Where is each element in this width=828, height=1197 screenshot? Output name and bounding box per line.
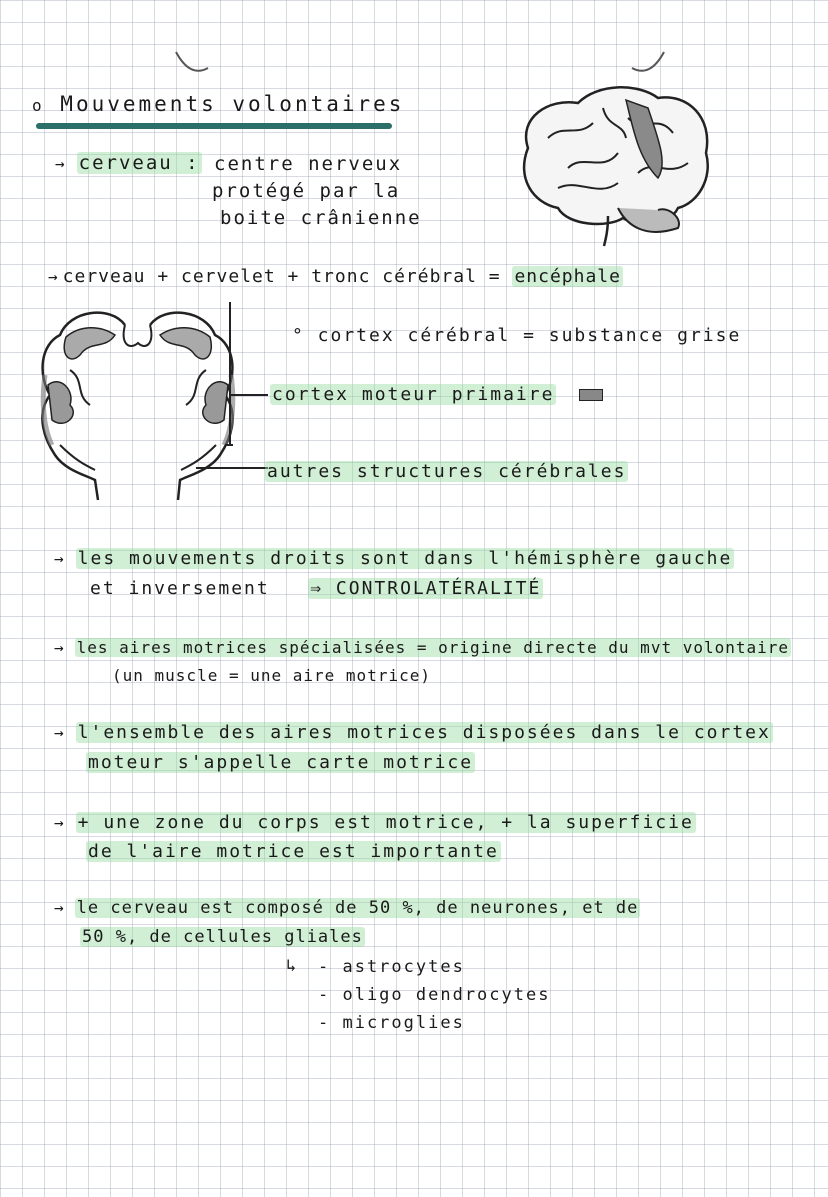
diagram-leader-lines <box>178 300 278 480</box>
point1-text: les mouvements droits sont dans l'hémisphère gauche <box>77 548 733 569</box>
point5-line2-text: 50 %, de cellules gliales <box>82 927 363 947</box>
point5-line1 <box>54 898 640 918</box>
arrow-icon: → <box>54 549 66 568</box>
gray-swatch <box>579 389 603 401</box>
encephale-right: encéphale <box>514 266 621 287</box>
label-autres-structures <box>265 461 628 482</box>
point3-line1 <box>54 722 773 743</box>
binder-ring-right <box>628 48 668 78</box>
cerveau-def-2: protégé par la <box>212 180 401 202</box>
arrow-icon: → <box>54 898 65 917</box>
label-cortex-cerebral: ° cortex cérébral = substance grise <box>292 325 742 346</box>
bullet-circle: o <box>32 96 45 115</box>
point4-line2 <box>86 841 501 862</box>
point4-line1 <box>54 812 696 833</box>
gliales-item-2: - oligo dendrocytes <box>318 985 551 1005</box>
point5-text: le cerveau est composé de 50 %, de neurones, et de <box>76 898 639 918</box>
point3-line2 <box>86 752 475 773</box>
gliales-arrow: ↳ <box>286 956 299 976</box>
page-title <box>32 92 404 116</box>
label-autres-text: autres structures cérébrales <box>267 461 627 482</box>
point2-text: les aires motrices spécialisées = origine directe du mvt volontaire <box>76 638 790 657</box>
arrow-icon: → <box>54 813 66 832</box>
cerveau-term <box>55 152 202 174</box>
encephale-left: cerveau + cervelet + tronc cérébral = <box>62 266 501 287</box>
cerveau-term-text: cerveau : <box>78 152 200 174</box>
point5-line2 <box>80 927 365 947</box>
point3-text: l'ensemble des aires motrices disposées dans le cortex <box>77 722 771 743</box>
binder-ring-left <box>172 48 212 78</box>
point2-line2: (un muscle = une aire motrice) <box>112 666 431 685</box>
label-cortex-moteur-text: cortex moteur primaire <box>272 384 555 405</box>
encephale-line <box>48 266 623 287</box>
point3-line2-text: moteur s'appelle carte motrice <box>88 752 474 773</box>
point1-line2b: ⇒ CONTROLATÉRALITÉ <box>310 578 542 599</box>
cerveau-def-1: centre nerveux <box>214 153 403 175</box>
point2-line1 <box>54 638 791 657</box>
brain-icon <box>508 78 720 248</box>
gliales-item-3: - microglies <box>318 1013 465 1033</box>
point4-text: + une zone du corps est motrice, + la superficie <box>77 812 694 833</box>
point1-line1 <box>54 548 734 569</box>
point1-line2a: et inversement <box>90 578 270 599</box>
title-underline <box>36 123 392 129</box>
cerveau-def-3: boite crânienne <box>220 207 422 229</box>
point4-line2-text: de l'aire motrice est importante <box>88 841 499 862</box>
title-text: Mouvements volontaires <box>60 92 405 116</box>
point1-line2 <box>90 578 543 599</box>
arrow-icon: → <box>55 154 67 173</box>
arrow-icon: → <box>48 267 59 286</box>
arrow-icon: → <box>54 723 66 742</box>
arrow-icon: → <box>54 638 65 657</box>
label-cortex-moteur <box>270 384 603 405</box>
gliales-item-1: - astrocytes <box>318 957 465 977</box>
